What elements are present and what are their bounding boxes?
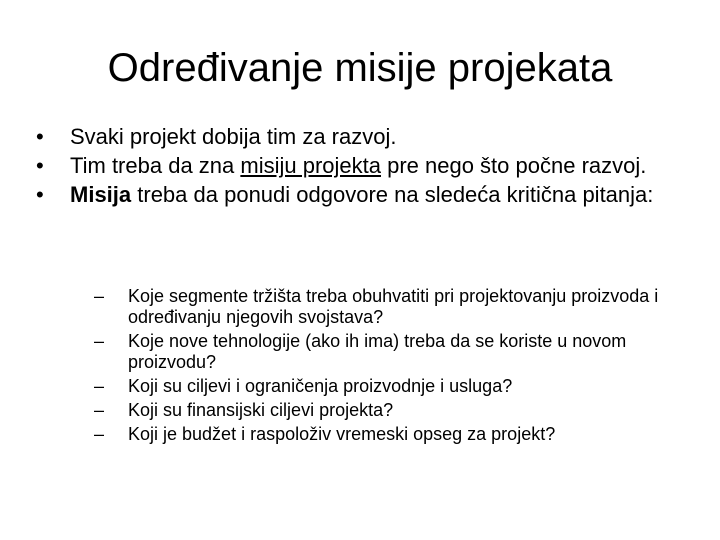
bullet-item [36,182,696,207]
sub-bullet-list [94,286,694,448]
bullet-marker: • [36,153,44,178]
sub-bullet-text: Koji su finansijski ciljevi projekta? [128,400,394,420]
sub-bullet-item [94,331,694,373]
sub-bullet-item [94,424,694,445]
bullet-list [36,124,696,211]
bullet-marker: • [36,182,44,207]
bullet-text-underlined: misiju projekta [240,153,381,178]
bullet-marker: • [36,124,44,149]
bullet-text-bold: Misija [70,182,132,207]
sub-bullet-item [94,376,694,397]
bullet-item [36,124,696,149]
bullet-text-after: treba da ponudi odgovore na sledeća kritična pitanja: [131,182,654,207]
bullet-text-before: Tim treba da zna [70,153,241,178]
dash-marker: – [94,331,105,351]
sub-bullet-text: Koje nove tehnologije (ako ih ima) treba da se koriste u novom proizvodu? [128,331,627,372]
sub-bullet-item [94,400,694,421]
bullet-text-after: pre nego što počne razvoj. [380,153,647,178]
sub-bullet-text: Koji je budžet i raspoloživ vremeski opseg za projekt? [128,424,556,444]
sub-bullet-text: Koji su ciljevi i ograničenja proizvodnje i usluga? [128,376,513,396]
dash-marker: – [94,376,105,396]
dash-marker: – [94,400,105,420]
sub-bullet-text: Koje segmente tržišta treba obuhvatiti pri projektovanju proizvoda i određivanju njegovih svojstava? [128,286,659,327]
bullet-item [36,153,696,178]
slide-title: Određivanje misije projekata [107,46,613,90]
dash-marker: – [94,286,105,306]
bullet-text: Svaki projekt dobija tim za razvoj. [70,124,397,149]
sub-bullet-item [94,286,694,328]
dash-marker: – [94,424,105,444]
